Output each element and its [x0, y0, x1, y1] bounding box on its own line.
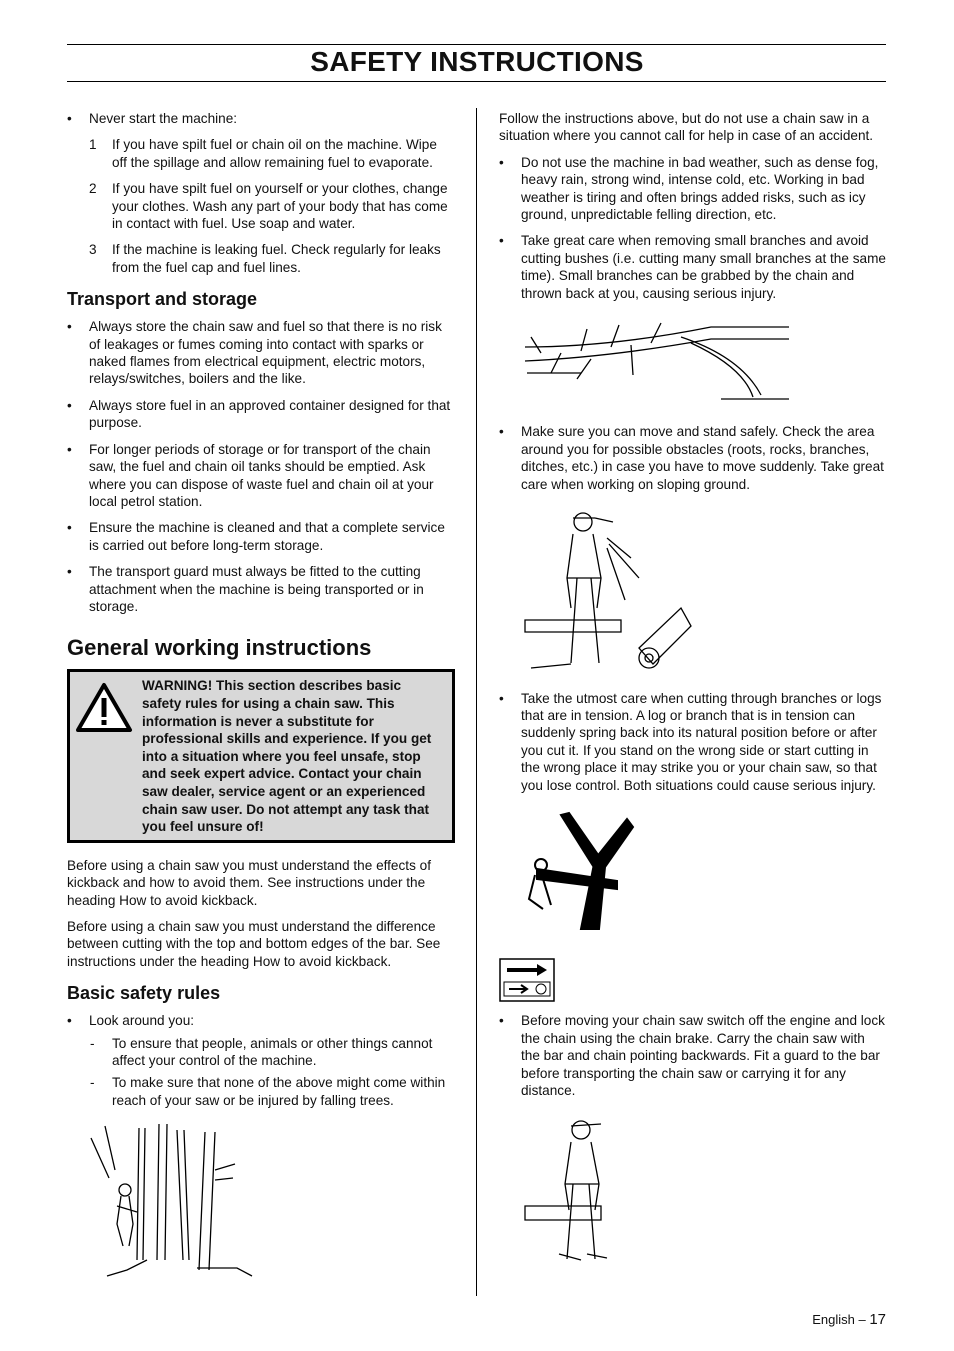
transport-symbol-icon: [499, 958, 555, 1002]
left-column: [67, 110, 455, 1297]
branches-illustration: [521, 317, 791, 407]
heading-transport: Transport and storage: [67, 289, 258, 310]
list-item: • Look around you:: [67, 1012, 455, 1029]
list-item: • Always store fuel in an approved container designed for that purpose.: [67, 397, 455, 432]
warning-text: WARNING! This section describes basic safety rules for using a chain saw. This information is never a substitute for professional skills and experience. If you get into a situation where you feel unsafe, stop and seek expert advice. Contact your chain saw dealer, service agent or an experienced chain saw user. Do not attempt any task that you feel unsure of!: [142, 678, 432, 835]
list-item: • Make sure you can move and stand safely. Check the area around you for possible obstacles (roots, rocks, branches, ditches, etc.) in case you have to move suddenly. Take great care when working on sloping ground.: [499, 423, 886, 493]
column-divider: [476, 108, 477, 1296]
list-item: • Take great care when removing small branches and avoid cutting bushes (i.e. cutting many small branches at the same time). Small branches can be grabbed by the chain and thrown back at you, causing serious injury.: [499, 232, 886, 302]
list-item: • For longer periods of storage or for transport of the chain saw, the fuel and chain oil tanks should be emptied. Ask where you can dispose of waste fuel and chain oil at your local petrol station.: [67, 441, 455, 511]
paragraph: Follow the instructions above, but do not use a chain saw in a situation where you cannot call for help in case of an accident.: [499, 111, 874, 144]
list-item: • Ensure the machine is cleaned and that a complete service is carried out before long-term storage.: [67, 519, 455, 554]
warning-triangle-icon: [75, 682, 133, 734]
list-item: • Always store the chain saw and fuel so that there is no risk of leakages or fumes coming into contact with sparks or naked flames from electrical equipment, electric motors, relays/switches, boilers and the like.: [67, 318, 455, 388]
right-column: [499, 110, 886, 1281]
list-item: • Take the utmost care when cutting through branches or logs that are in tension. A log or branch that is in tension can suddenly spring back into its natural position before or after you cut it. If you stand on the wrong side or start cutting in the wrong place it may strike you or your chain saw, so that you lose control. Both situations could cause serious injury.: [499, 690, 886, 794]
footer-language: English: [812, 1312, 855, 1327]
list-item: • Never start the machine:: [67, 110, 455, 127]
list-item: • Do not use the machine in bad weather, such as dense fog, heavy rain, strong wind, intense cold, etc. Working in bad weather is tiring and often brings added risks, such as icy ground, unpredictable felling direction, etc.: [499, 154, 886, 224]
tension-branch-illustration: [521, 809, 651, 934]
title-underline: [67, 81, 886, 82]
page-number: 17: [869, 1311, 886, 1328]
dash-item: - To make sure that none of the above might come within reach of your saw or be injured by falling trees.: [90, 1075, 446, 1108]
heading-general: General working instructions: [67, 635, 372, 661]
list-item: • Before moving your chain saw switch off the engine and lock the chain using the chain brake. Carry the chain saw with the bar and chain pointing backwards. Fit a guard to the bar before transporting the chain saw or carrying it for any distance.: [499, 1012, 886, 1099]
warning-box: [67, 669, 455, 842]
list-item: • The transport guard must always be fitted to the cutting attachment when the machine is being transported or in storage.: [67, 563, 455, 615]
page-title: SAFETY INSTRUCTIONS: [310, 46, 644, 77]
dash-item: - To ensure that people, animals or other things cannot affect your control of the machine.: [90, 1035, 433, 1068]
numbered-item: 2 If you have spilt fuel on yourself or your clothes, change your clothes. Wash any part of your body that has come in contact with fuel. Use soap and water.: [89, 181, 448, 232]
worker-illustration: [521, 508, 701, 673]
forest-illustration: [87, 1120, 287, 1280]
heading-basic-rules: Basic safety rules: [67, 983, 221, 1004]
paragraph: Before using a chain saw you must understand the difference between cutting with the top and bottom edges of the bar. See instructions under the heading How to avoid kickback.: [67, 918, 441, 969]
numbered-item: 3 If the machine is leaking fuel. Check regularly for leaks from the fuel cap and fuel lines.: [89, 242, 441, 275]
page-footer: English – 17: [812, 1311, 886, 1328]
carrying-saw-illustration: [521, 1114, 631, 1264]
paragraph: Before using a chain saw you must understand the effects of kickback and how to avoid them. See instructions under the heading How to avoid kickback.: [67, 857, 431, 908]
numbered-item: 1 If you have spilt fuel or chain oil on the machine. Wipe off the spillage and allow remaining fuel to evaporate.: [89, 137, 437, 170]
